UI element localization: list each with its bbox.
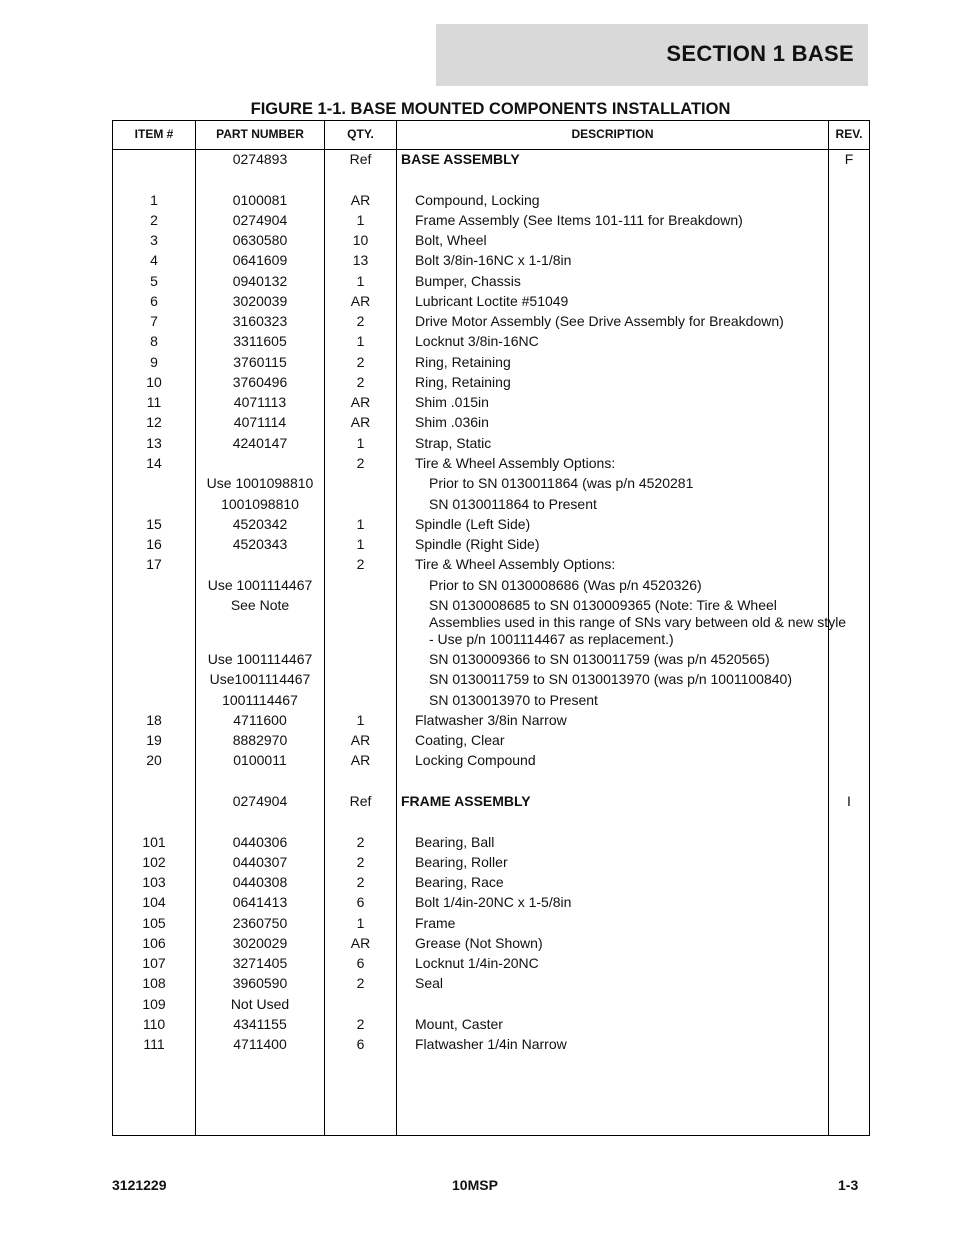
table-row: [113, 475, 869, 495]
part-number: 0440307: [232, 853, 288, 870]
quantity: Ref: [349, 793, 372, 809]
item-number: 20: [146, 752, 162, 769]
part-number: 2360750: [232, 914, 288, 931]
description: SN 0130008685 to SN 0130009365 (Note: Tire & Wheel Assemblies used in this range of SNs vary between old & new style - Use p/n 1001114467 as replacement.): [429, 596, 847, 647]
header-qty: QTY.: [347, 127, 374, 141]
table-header: [113, 121, 869, 150]
part-number: 4520343: [232, 536, 288, 553]
item-number: 106: [142, 934, 166, 951]
table-row: [113, 293, 869, 313]
table-row: [113, 414, 869, 434]
item-number: 13: [146, 434, 162, 451]
description: Bumper, Chassis: [415, 272, 521, 289]
part-number: Use1001114467: [209, 671, 311, 688]
quantity: 2: [356, 833, 365, 850]
item-number: 107: [142, 955, 166, 972]
description: SN 0130013970 to Present: [429, 691, 598, 708]
table-row: [113, 854, 869, 874]
table-body: [113, 151, 869, 1056]
part-number: 1001098810: [221, 495, 299, 512]
item-number: 12: [146, 414, 162, 431]
part-number: 0440308: [232, 874, 288, 891]
quantity: AR: [350, 752, 371, 769]
section-title: SECTION 1 BASE: [666, 41, 854, 66]
quantity: AR: [350, 414, 371, 431]
table-row: [113, 212, 869, 232]
table-row: [113, 597, 869, 651]
table-row: [113, 975, 869, 995]
revision: F: [844, 151, 854, 167]
table-row: [113, 394, 869, 414]
item-number: 105: [142, 914, 166, 931]
part-number: 4341155: [233, 1015, 287, 1032]
item-number: 10: [146, 373, 162, 390]
table-row: [113, 874, 869, 894]
description: Spindle (Left Side): [415, 515, 531, 532]
table-row: [113, 935, 869, 955]
table-row: [113, 996, 869, 1016]
part-number: 4240147: [232, 434, 288, 451]
item-number: 3: [150, 232, 158, 249]
table-row: [113, 732, 869, 752]
description: Shim .036in: [415, 414, 489, 431]
table-row: [113, 192, 869, 212]
part-number: 0274904: [232, 793, 288, 809]
part-number: 0100081: [232, 191, 288, 208]
quantity: 6: [356, 1036, 365, 1053]
part-number: 0630580: [232, 232, 288, 249]
quantity: 2: [356, 313, 365, 330]
description: Prior to SN 0130011864 (was p/n 4520281: [429, 475, 694, 492]
item-number: 104: [142, 894, 166, 911]
quantity: 2: [356, 373, 365, 390]
description: Grease (Not Shown): [415, 934, 543, 951]
part-number: 4520342: [232, 515, 288, 532]
part-number: 3271405: [232, 955, 288, 972]
description: Mount, Caster: [415, 1015, 503, 1032]
description: Frame: [415, 914, 456, 931]
item-number: 19: [146, 732, 162, 749]
description: Locknut 1/4in-20NC: [415, 955, 539, 972]
table-row: [113, 651, 869, 671]
table-row: [113, 752, 869, 772]
description: Ring, Retaining: [415, 353, 511, 370]
item-number: 2: [150, 211, 158, 228]
part-number: 0100011: [233, 752, 287, 769]
description: Tire & Wheel Assembly Options:: [415, 556, 616, 573]
part-number: 3760115: [233, 353, 287, 370]
part-number: 0440306: [232, 833, 288, 850]
table-row: [113, 151, 869, 171]
quantity: 2: [356, 853, 365, 870]
table-row: [113, 171, 869, 191]
quantity: AR: [350, 934, 371, 951]
description: Bolt, Wheel: [415, 232, 487, 249]
description: Coating, Clear: [415, 732, 505, 749]
quantity: 6: [356, 955, 365, 972]
quantity: 6: [356, 894, 365, 911]
part-number: Use 1001114467: [207, 576, 313, 593]
item-number: 9: [150, 353, 158, 370]
quantity: 2: [356, 454, 365, 471]
item-number: 103: [142, 874, 166, 891]
quantity: 1: [356, 211, 365, 228]
quantity: AR: [350, 394, 371, 411]
quantity: 2: [356, 975, 365, 992]
table-row: [113, 232, 869, 252]
table-row: [113, 955, 869, 975]
description: Flatwasher 3/8in Narrow: [415, 711, 567, 728]
table-row: [113, 894, 869, 914]
part-number: 4071113: [233, 394, 287, 411]
table-row: [113, 374, 869, 394]
item-number: 17: [146, 556, 162, 573]
table-row: [113, 354, 869, 374]
part-number: 8882970: [232, 732, 288, 749]
item-number: 14: [146, 454, 162, 471]
item-number: 101: [142, 833, 166, 850]
quantity: 1: [356, 515, 365, 532]
part-number: 3760496: [232, 373, 288, 390]
description: SN 0130009366 to SN 0130011759 (was p/n 4520565): [429, 651, 770, 668]
item-number: 110: [142, 1015, 166, 1032]
part-number: 3020039: [232, 292, 288, 309]
table-row: [113, 556, 869, 576]
part-number: 4071114: [233, 414, 287, 431]
table-row: [113, 813, 869, 833]
footer-page-number: 1-3: [838, 1177, 859, 1193]
quantity: 2: [356, 874, 365, 891]
quantity: AR: [350, 191, 371, 208]
quantity: 1: [356, 333, 365, 350]
part-number: 3020029: [232, 934, 288, 951]
table-row: [113, 671, 869, 691]
description: Tire & Wheel Assembly Options:: [415, 454, 616, 471]
quantity: 1: [356, 711, 365, 728]
item-number: 7: [150, 313, 158, 330]
item-number: 102: [142, 853, 166, 870]
part-number: Not Used: [230, 995, 290, 1012]
table-row: [113, 1016, 869, 1036]
item-number: 109: [142, 995, 166, 1012]
part-number: 0641609: [232, 252, 288, 269]
table-row: [113, 435, 869, 455]
description: Spindle (Right Side): [415, 536, 540, 553]
description: Bearing, Race: [415, 874, 504, 891]
part-number: 0940132: [232, 272, 288, 289]
quantity: 1: [356, 914, 365, 931]
part-number: 0641413: [232, 894, 288, 911]
table-row: [113, 712, 869, 732]
part-number: Use 1001114467: [207, 651, 313, 668]
item-number: 8: [150, 333, 158, 350]
table-row: [113, 496, 869, 516]
quantity: 2: [356, 1015, 365, 1032]
description: Frame Assembly (See Items 101-111 for Breakdown): [415, 211, 743, 228]
item-number: 108: [142, 975, 166, 992]
revision: I: [847, 793, 851, 809]
figure-title: FIGURE 1-1. BASE MOUNTED COMPONENTS INSTALLATION: [250, 100, 731, 118]
part-number: 4711400: [233, 1036, 287, 1053]
table-row: [113, 273, 869, 293]
item-number: 111: [143, 1036, 165, 1053]
part-number: Use 1001098810: [206, 475, 314, 492]
table-row: [113, 773, 869, 793]
part-number: See Note: [230, 596, 290, 613]
table-row: [113, 915, 869, 935]
table-row: [113, 834, 869, 854]
parts-table: [112, 120, 870, 1136]
part-number: 0274904: [232, 211, 288, 228]
quantity: 2: [356, 353, 365, 370]
description: Lubricant Loctite #51049: [415, 292, 569, 309]
description: Compound, Locking: [415, 191, 540, 208]
section-banner: [436, 24, 868, 86]
footer-model: 10MSP: [452, 1177, 498, 1193]
table-row: [113, 536, 869, 556]
description: Ring, Retaining: [415, 373, 511, 390]
description: SN 0130011864 to Present: [429, 495, 597, 512]
quantity: AR: [350, 292, 371, 309]
table-row: [113, 455, 869, 475]
table-row: [113, 793, 869, 813]
description: Locknut 3/8in-16NC: [415, 333, 539, 350]
description: BASE ASSEMBLY: [401, 151, 520, 167]
description: Seal: [415, 975, 444, 992]
quantity: 2: [356, 556, 365, 573]
quantity: 10: [352, 232, 369, 249]
description: Locking Compound: [415, 752, 536, 769]
quantity: 13: [352, 252, 369, 269]
description: Strap, Static: [415, 434, 492, 451]
table-row: [113, 252, 869, 272]
table-row: [113, 577, 869, 597]
description: FRAME ASSEMBLY: [401, 793, 531, 809]
quantity: AR: [350, 732, 371, 749]
description: Prior to SN 0130008686 (Was p/n 4520326): [429, 576, 702, 593]
quantity: 1: [356, 272, 365, 289]
description: Shim .015in: [415, 394, 489, 411]
table-row: [113, 516, 869, 536]
item-number: 16: [146, 536, 162, 553]
part-number: 1001114467: [222, 691, 298, 708]
table-row: [113, 313, 869, 333]
item-number: 4: [150, 252, 158, 269]
description: Bearing, Roller: [415, 853, 508, 870]
quantity: 1: [356, 536, 365, 553]
description: Bolt 3/8in-16NC x 1-1/8in: [415, 252, 572, 269]
description: Flatwasher 1/4in Narrow: [415, 1036, 567, 1053]
part-number: 0274893: [232, 151, 288, 167]
header-description: DESCRIPTION: [571, 127, 654, 141]
item-number: 5: [150, 272, 158, 289]
part-number: 4711600: [233, 711, 287, 728]
table-row: [113, 333, 869, 353]
header-rev: REV.: [835, 127, 863, 141]
part-number: 3311605: [233, 333, 287, 350]
table-row: [113, 692, 869, 712]
description: Bolt 1/4in-20NC x 1-5/8in: [415, 894, 572, 911]
footer-doc-number: 3121229: [112, 1177, 167, 1193]
part-number: 3960590: [232, 975, 288, 992]
header-part-number: PART NUMBER: [216, 127, 304, 141]
item-number: 18: [146, 711, 162, 728]
item-number: 11: [146, 394, 162, 411]
table-row: [113, 1036, 869, 1056]
part-number: 3160323: [232, 313, 288, 330]
description: Bearing, Ball: [415, 833, 495, 850]
header-item: ITEM #: [134, 127, 174, 141]
quantity: 1: [356, 434, 365, 451]
item-number: 6: [150, 292, 158, 309]
description: SN 0130011759 to SN 0130013970 (was p/n 1001100840): [429, 671, 792, 688]
item-number: 15: [146, 515, 162, 532]
description: Drive Motor Assembly (See Drive Assembly for Breakdown): [415, 313, 784, 330]
quantity: Ref: [349, 151, 372, 167]
item-number: 1: [150, 191, 158, 208]
